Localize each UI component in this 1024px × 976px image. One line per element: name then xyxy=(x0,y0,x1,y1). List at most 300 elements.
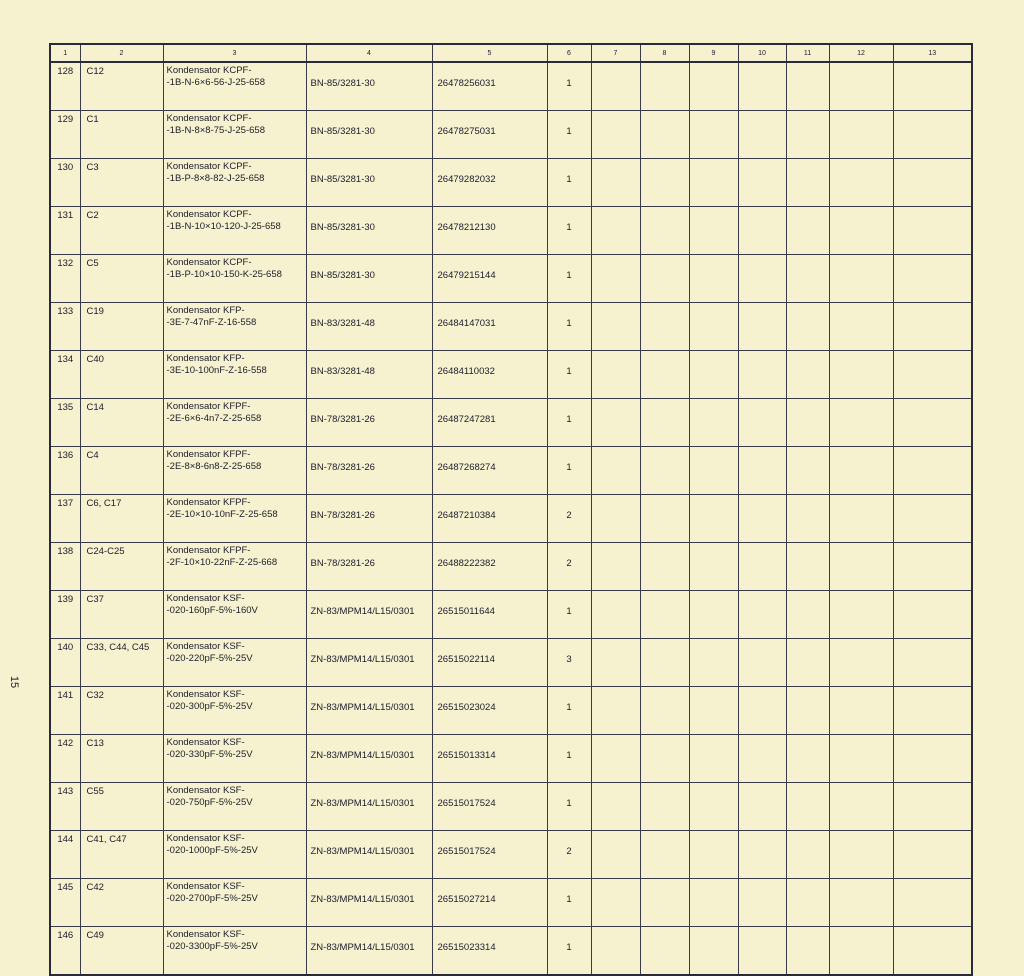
column-header: 12 xyxy=(829,44,893,62)
empty-cell xyxy=(640,735,689,783)
empty-cell xyxy=(786,62,829,111)
table-row xyxy=(50,495,972,543)
part-code: 26515022114 xyxy=(432,639,547,687)
empty-cell xyxy=(689,927,738,976)
description-line-2: -2E-8×8-6n8-Z-25-658 xyxy=(166,461,262,472)
table-row xyxy=(50,783,972,831)
empty-cell xyxy=(591,783,640,831)
table-row xyxy=(50,351,972,399)
item-number: 130 xyxy=(50,159,80,207)
empty-cell xyxy=(640,447,689,495)
description-line-1: Kondensator KSF- xyxy=(166,785,245,796)
table-row xyxy=(50,62,972,111)
standard-number: ZN-83/MPM14/L15/0301 xyxy=(306,687,432,735)
empty-cell xyxy=(829,447,893,495)
standard-number: ZN-83/MPM14/L15/0301 xyxy=(306,591,432,639)
table-row xyxy=(50,207,972,255)
empty-cell xyxy=(829,543,893,591)
description-line-1: Kondensator KSF- xyxy=(166,593,245,604)
empty-cell xyxy=(738,62,786,111)
empty-cell xyxy=(689,351,738,399)
empty-cell xyxy=(591,62,640,111)
empty-cell xyxy=(640,111,689,159)
empty-cell xyxy=(786,447,829,495)
empty-cell xyxy=(738,639,786,687)
empty-cell xyxy=(893,591,972,639)
empty-cell xyxy=(738,735,786,783)
empty-cell xyxy=(689,639,738,687)
empty-cell xyxy=(591,399,640,447)
empty-cell xyxy=(893,927,972,976)
part-code: 26487210384 xyxy=(432,495,547,543)
empty-cell xyxy=(829,303,893,351)
reference-designator: C5 xyxy=(80,255,163,303)
part-description xyxy=(163,159,306,207)
empty-cell xyxy=(893,783,972,831)
standard-number: ZN-83/MPM14/L15/0301 xyxy=(306,927,432,976)
column-header: 2 xyxy=(80,44,163,62)
empty-cell xyxy=(738,399,786,447)
column-header: 7 xyxy=(591,44,640,62)
quantity: 2 xyxy=(547,495,591,543)
reference-designator: C42 xyxy=(80,879,163,927)
column-header: 4 xyxy=(306,44,432,62)
part-description xyxy=(163,62,306,111)
empty-cell xyxy=(591,303,640,351)
empty-cell xyxy=(640,591,689,639)
empty-cell xyxy=(786,207,829,255)
description-line-1: Kondensator KCPF- xyxy=(166,113,252,124)
empty-cell xyxy=(786,399,829,447)
empty-cell xyxy=(591,879,640,927)
empty-cell xyxy=(738,207,786,255)
parts-list-table xyxy=(49,43,973,976)
description-line-1: Kondensator KFP- xyxy=(166,305,245,316)
part-code: 26515023314 xyxy=(432,927,547,976)
item-number: 136 xyxy=(50,447,80,495)
empty-cell xyxy=(738,111,786,159)
empty-cell xyxy=(829,639,893,687)
reference-designator: C3 xyxy=(80,159,163,207)
empty-cell xyxy=(689,831,738,879)
empty-cell xyxy=(829,879,893,927)
item-number: 131 xyxy=(50,207,80,255)
quantity: 1 xyxy=(547,591,591,639)
empty-cell xyxy=(829,927,893,976)
standard-number: BN-85/3281-30 xyxy=(306,62,432,111)
item-number: 142 xyxy=(50,735,80,783)
quantity: 1 xyxy=(547,447,591,495)
empty-cell xyxy=(738,303,786,351)
description-line-1: Kondensator KFPF- xyxy=(166,545,251,556)
empty-cell xyxy=(893,735,972,783)
table-row xyxy=(50,927,972,976)
standard-number: ZN-83/MPM14/L15/0301 xyxy=(306,735,432,783)
table-row xyxy=(50,591,972,639)
item-number: 128 xyxy=(50,62,80,111)
item-number: 144 xyxy=(50,831,80,879)
empty-cell xyxy=(738,543,786,591)
empty-cell xyxy=(893,111,972,159)
empty-cell xyxy=(591,111,640,159)
quantity: 1 xyxy=(547,62,591,111)
reference-designator: C6, C17 xyxy=(80,495,163,543)
column-header: 1 xyxy=(50,44,80,62)
table-row xyxy=(50,639,972,687)
empty-cell xyxy=(689,399,738,447)
empty-cell xyxy=(640,879,689,927)
empty-cell xyxy=(591,495,640,543)
table-row xyxy=(50,111,972,159)
part-code: 26515017524 xyxy=(432,831,547,879)
reference-designator: C41, C47 xyxy=(80,831,163,879)
empty-cell xyxy=(640,255,689,303)
description-line-2: -1B-N-10×10-120-J-25-658 xyxy=(166,221,281,232)
standard-number: BN-85/3281-30 xyxy=(306,207,432,255)
description-line-1: Kondensator KSF- xyxy=(166,881,245,892)
empty-cell xyxy=(738,495,786,543)
quantity: 3 xyxy=(547,639,591,687)
empty-cell xyxy=(786,303,829,351)
description-line-1: Kondensator KFP- xyxy=(166,353,245,364)
standard-number: BN-78/3281-26 xyxy=(306,447,432,495)
description-line-2: -3E-10-100nF-Z-16-558 xyxy=(166,365,267,376)
quantity: 2 xyxy=(547,831,591,879)
empty-cell xyxy=(829,255,893,303)
empty-cell xyxy=(786,831,829,879)
empty-cell xyxy=(591,351,640,399)
empty-cell xyxy=(738,879,786,927)
empty-cell xyxy=(829,159,893,207)
empty-cell xyxy=(893,159,972,207)
empty-cell xyxy=(786,255,829,303)
part-code: 26515013314 xyxy=(432,735,547,783)
empty-cell xyxy=(689,687,738,735)
table-row xyxy=(50,255,972,303)
column-header: 3 xyxy=(163,44,306,62)
standard-number: BN-83/3281-48 xyxy=(306,303,432,351)
quantity: 1 xyxy=(547,351,591,399)
item-number: 140 xyxy=(50,639,80,687)
column-header-row xyxy=(50,44,972,62)
empty-cell xyxy=(893,831,972,879)
empty-cell xyxy=(640,687,689,735)
description-line-1: Kondensator KFPF- xyxy=(166,401,251,412)
part-description xyxy=(163,111,306,159)
reference-designator: C37 xyxy=(80,591,163,639)
part-description xyxy=(163,495,306,543)
item-number: 129 xyxy=(50,111,80,159)
reference-designator: C55 xyxy=(80,783,163,831)
part-code: 26479215144 xyxy=(432,255,547,303)
description-line-2: -1B-P-10×10-150-K-25-658 xyxy=(166,269,282,280)
empty-cell xyxy=(893,543,972,591)
description-line-1: Kondensator KCPF- xyxy=(166,161,252,172)
standard-number: ZN-83/MPM14/L15/0301 xyxy=(306,639,432,687)
empty-cell xyxy=(689,495,738,543)
reference-designator: C4 xyxy=(80,447,163,495)
empty-cell xyxy=(738,351,786,399)
table-body xyxy=(50,62,972,975)
column-header: 10 xyxy=(738,44,786,62)
standard-number: BN-78/3281-26 xyxy=(306,495,432,543)
standard-number: BN-78/3281-26 xyxy=(306,399,432,447)
part-code: 26515023024 xyxy=(432,687,547,735)
empty-cell xyxy=(689,62,738,111)
part-description xyxy=(163,207,306,255)
empty-cell xyxy=(591,255,640,303)
empty-cell xyxy=(786,495,829,543)
empty-cell xyxy=(591,543,640,591)
part-code: 26478275031 xyxy=(432,111,547,159)
item-number: 134 xyxy=(50,351,80,399)
reference-designator: C2 xyxy=(80,207,163,255)
empty-cell xyxy=(689,255,738,303)
description-line-2: -020-330pF-5%-25V xyxy=(166,749,253,760)
quantity: 1 xyxy=(547,159,591,207)
part-description xyxy=(163,351,306,399)
empty-cell xyxy=(786,591,829,639)
empty-cell xyxy=(786,927,829,976)
empty-cell xyxy=(738,687,786,735)
empty-cell xyxy=(829,687,893,735)
part-code: 26478256031 xyxy=(432,62,547,111)
empty-cell xyxy=(738,159,786,207)
description-line-1: Kondensator KSF- xyxy=(166,641,245,652)
standard-number: BN-85/3281-30 xyxy=(306,159,432,207)
empty-cell xyxy=(786,111,829,159)
part-code: 26487268274 xyxy=(432,447,547,495)
quantity: 1 xyxy=(547,111,591,159)
empty-cell xyxy=(893,495,972,543)
empty-cell xyxy=(893,207,972,255)
empty-cell xyxy=(893,399,972,447)
quantity: 1 xyxy=(547,399,591,447)
empty-cell xyxy=(640,303,689,351)
description-line-1: Kondensator KSF- xyxy=(166,833,245,844)
description-line-1: Kondensator KSF- xyxy=(166,689,245,700)
empty-cell xyxy=(640,927,689,976)
column-header: 5 xyxy=(432,44,547,62)
part-code: 26478212130 xyxy=(432,207,547,255)
empty-cell xyxy=(591,687,640,735)
empty-cell xyxy=(893,639,972,687)
part-description xyxy=(163,639,306,687)
empty-cell xyxy=(786,687,829,735)
empty-cell xyxy=(893,303,972,351)
empty-cell xyxy=(738,783,786,831)
empty-cell xyxy=(689,735,738,783)
table-row xyxy=(50,447,972,495)
item-number: 143 xyxy=(50,783,80,831)
empty-cell xyxy=(689,543,738,591)
empty-cell xyxy=(829,735,893,783)
description-line-1: Kondensator KCPF- xyxy=(166,65,252,76)
empty-cell xyxy=(829,351,893,399)
description-line-2: -020-3300pF-5%-25V xyxy=(166,941,258,952)
part-code: 26515027214 xyxy=(432,879,547,927)
description-line-2: -1B-N-8×8-75-J-25-658 xyxy=(166,125,265,136)
empty-cell xyxy=(640,495,689,543)
description-line-2: -2E-10×10-10nF-Z-25-658 xyxy=(166,509,278,520)
empty-cell xyxy=(640,159,689,207)
empty-cell xyxy=(591,831,640,879)
empty-cell xyxy=(738,927,786,976)
table-row xyxy=(50,399,972,447)
part-code: 26515011644 xyxy=(432,591,547,639)
empty-cell xyxy=(786,879,829,927)
empty-cell xyxy=(640,351,689,399)
empty-cell xyxy=(591,591,640,639)
empty-cell xyxy=(689,303,738,351)
empty-cell xyxy=(829,399,893,447)
description-line-2: -020-160pF-5%-160V xyxy=(166,605,258,616)
description-line-1: Kondensator KFPF- xyxy=(166,497,251,508)
part-description xyxy=(163,687,306,735)
column-header: 11 xyxy=(786,44,829,62)
empty-cell xyxy=(786,543,829,591)
part-description xyxy=(163,879,306,927)
item-number: 138 xyxy=(50,543,80,591)
empty-cell xyxy=(640,543,689,591)
empty-cell xyxy=(893,62,972,111)
part-description xyxy=(163,303,306,351)
empty-cell xyxy=(738,831,786,879)
empty-cell xyxy=(786,351,829,399)
description-line-2: -3E-7-47nF-Z-16-558 xyxy=(166,317,257,328)
quantity: 1 xyxy=(547,879,591,927)
quantity: 1 xyxy=(547,207,591,255)
description-line-2: -2F-10×10-22nF-Z-25-668 xyxy=(166,557,278,568)
table-row xyxy=(50,831,972,879)
page-number: 15 xyxy=(8,675,21,689)
reference-designator: C19 xyxy=(80,303,163,351)
empty-cell xyxy=(829,111,893,159)
empty-cell xyxy=(829,783,893,831)
standard-number: BN-85/3281-30 xyxy=(306,111,432,159)
empty-cell xyxy=(591,927,640,976)
quantity: 1 xyxy=(547,303,591,351)
empty-cell xyxy=(591,207,640,255)
empty-cell xyxy=(786,783,829,831)
empty-cell xyxy=(893,687,972,735)
reference-designator: C32 xyxy=(80,687,163,735)
empty-cell xyxy=(689,879,738,927)
item-number: 132 xyxy=(50,255,80,303)
empty-cell xyxy=(829,831,893,879)
empty-cell xyxy=(640,207,689,255)
part-description xyxy=(163,591,306,639)
empty-cell xyxy=(640,831,689,879)
part-description xyxy=(163,255,306,303)
empty-cell xyxy=(591,159,640,207)
description-line-2: -1B-N-6×6-56-J-25-658 xyxy=(166,77,265,88)
reference-designator: C13 xyxy=(80,735,163,783)
quantity: 1 xyxy=(547,687,591,735)
empty-cell xyxy=(640,62,689,111)
empty-cell xyxy=(786,735,829,783)
empty-cell xyxy=(640,399,689,447)
description-line-2: -2E-6×6-4n7-Z-25-658 xyxy=(166,413,262,424)
item-number: 139 xyxy=(50,591,80,639)
description-line-1: Kondensator KCPF- xyxy=(166,257,252,268)
description-line-1: Kondensator KSF- xyxy=(166,929,245,940)
empty-cell xyxy=(893,879,972,927)
empty-cell xyxy=(591,735,640,783)
table-row xyxy=(50,735,972,783)
description-line-2: -020-220pF-5%-25V xyxy=(166,653,253,664)
empty-cell xyxy=(786,639,829,687)
description-line-2: -1B-P-8×8-82-J-25-658 xyxy=(166,173,265,184)
empty-cell xyxy=(738,591,786,639)
part-description xyxy=(163,831,306,879)
empty-cell xyxy=(689,591,738,639)
quantity: 1 xyxy=(547,783,591,831)
table-row xyxy=(50,879,972,927)
description-line-2: -020-2700pF-5%-25V xyxy=(166,893,258,904)
empty-cell xyxy=(893,351,972,399)
empty-cell xyxy=(893,255,972,303)
part-code: 26488222382 xyxy=(432,543,547,591)
empty-cell xyxy=(591,639,640,687)
item-number: 135 xyxy=(50,399,80,447)
quantity: 1 xyxy=(547,255,591,303)
reference-designator: C49 xyxy=(80,927,163,976)
quantity: 1 xyxy=(547,735,591,783)
empty-cell xyxy=(893,447,972,495)
reference-designator: C33, C44, C45 xyxy=(80,639,163,687)
standard-number: BN-83/3281-48 xyxy=(306,351,432,399)
table-row xyxy=(50,687,972,735)
column-header: 9 xyxy=(689,44,738,62)
empty-cell xyxy=(591,447,640,495)
part-code: 26515017524 xyxy=(432,783,547,831)
description-line-2: -020-300pF-5%-25V xyxy=(166,701,253,712)
standard-number: BN-85/3281-30 xyxy=(306,255,432,303)
reference-designator: C14 xyxy=(80,399,163,447)
item-number: 133 xyxy=(50,303,80,351)
empty-cell xyxy=(738,447,786,495)
empty-cell xyxy=(689,207,738,255)
column-header: 6 xyxy=(547,44,591,62)
table-row xyxy=(50,543,972,591)
reference-designator: C40 xyxy=(80,351,163,399)
standard-number: ZN-83/MPM14/L15/0301 xyxy=(306,783,432,831)
quantity: 2 xyxy=(547,543,591,591)
empty-cell xyxy=(829,591,893,639)
description-line-2: -020-750pF-5%-25V xyxy=(166,797,253,808)
quantity: 1 xyxy=(547,927,591,976)
part-description xyxy=(163,543,306,591)
item-number: 146 xyxy=(50,927,80,976)
part-code: 26484110032 xyxy=(432,351,547,399)
part-description xyxy=(163,399,306,447)
part-description xyxy=(163,783,306,831)
empty-cell xyxy=(786,159,829,207)
table-row xyxy=(50,159,972,207)
standard-number: BN-78/3281-26 xyxy=(306,543,432,591)
part-description xyxy=(163,735,306,783)
item-number: 137 xyxy=(50,495,80,543)
empty-cell xyxy=(689,447,738,495)
empty-cell xyxy=(689,111,738,159)
column-header: 13 xyxy=(893,44,972,62)
item-number: 141 xyxy=(50,687,80,735)
description-line-1: Kondensator KSF- xyxy=(166,737,245,748)
reference-designator: C12 xyxy=(80,62,163,111)
empty-cell xyxy=(829,62,893,111)
description-line-1: Kondensator KCPF- xyxy=(166,209,252,220)
